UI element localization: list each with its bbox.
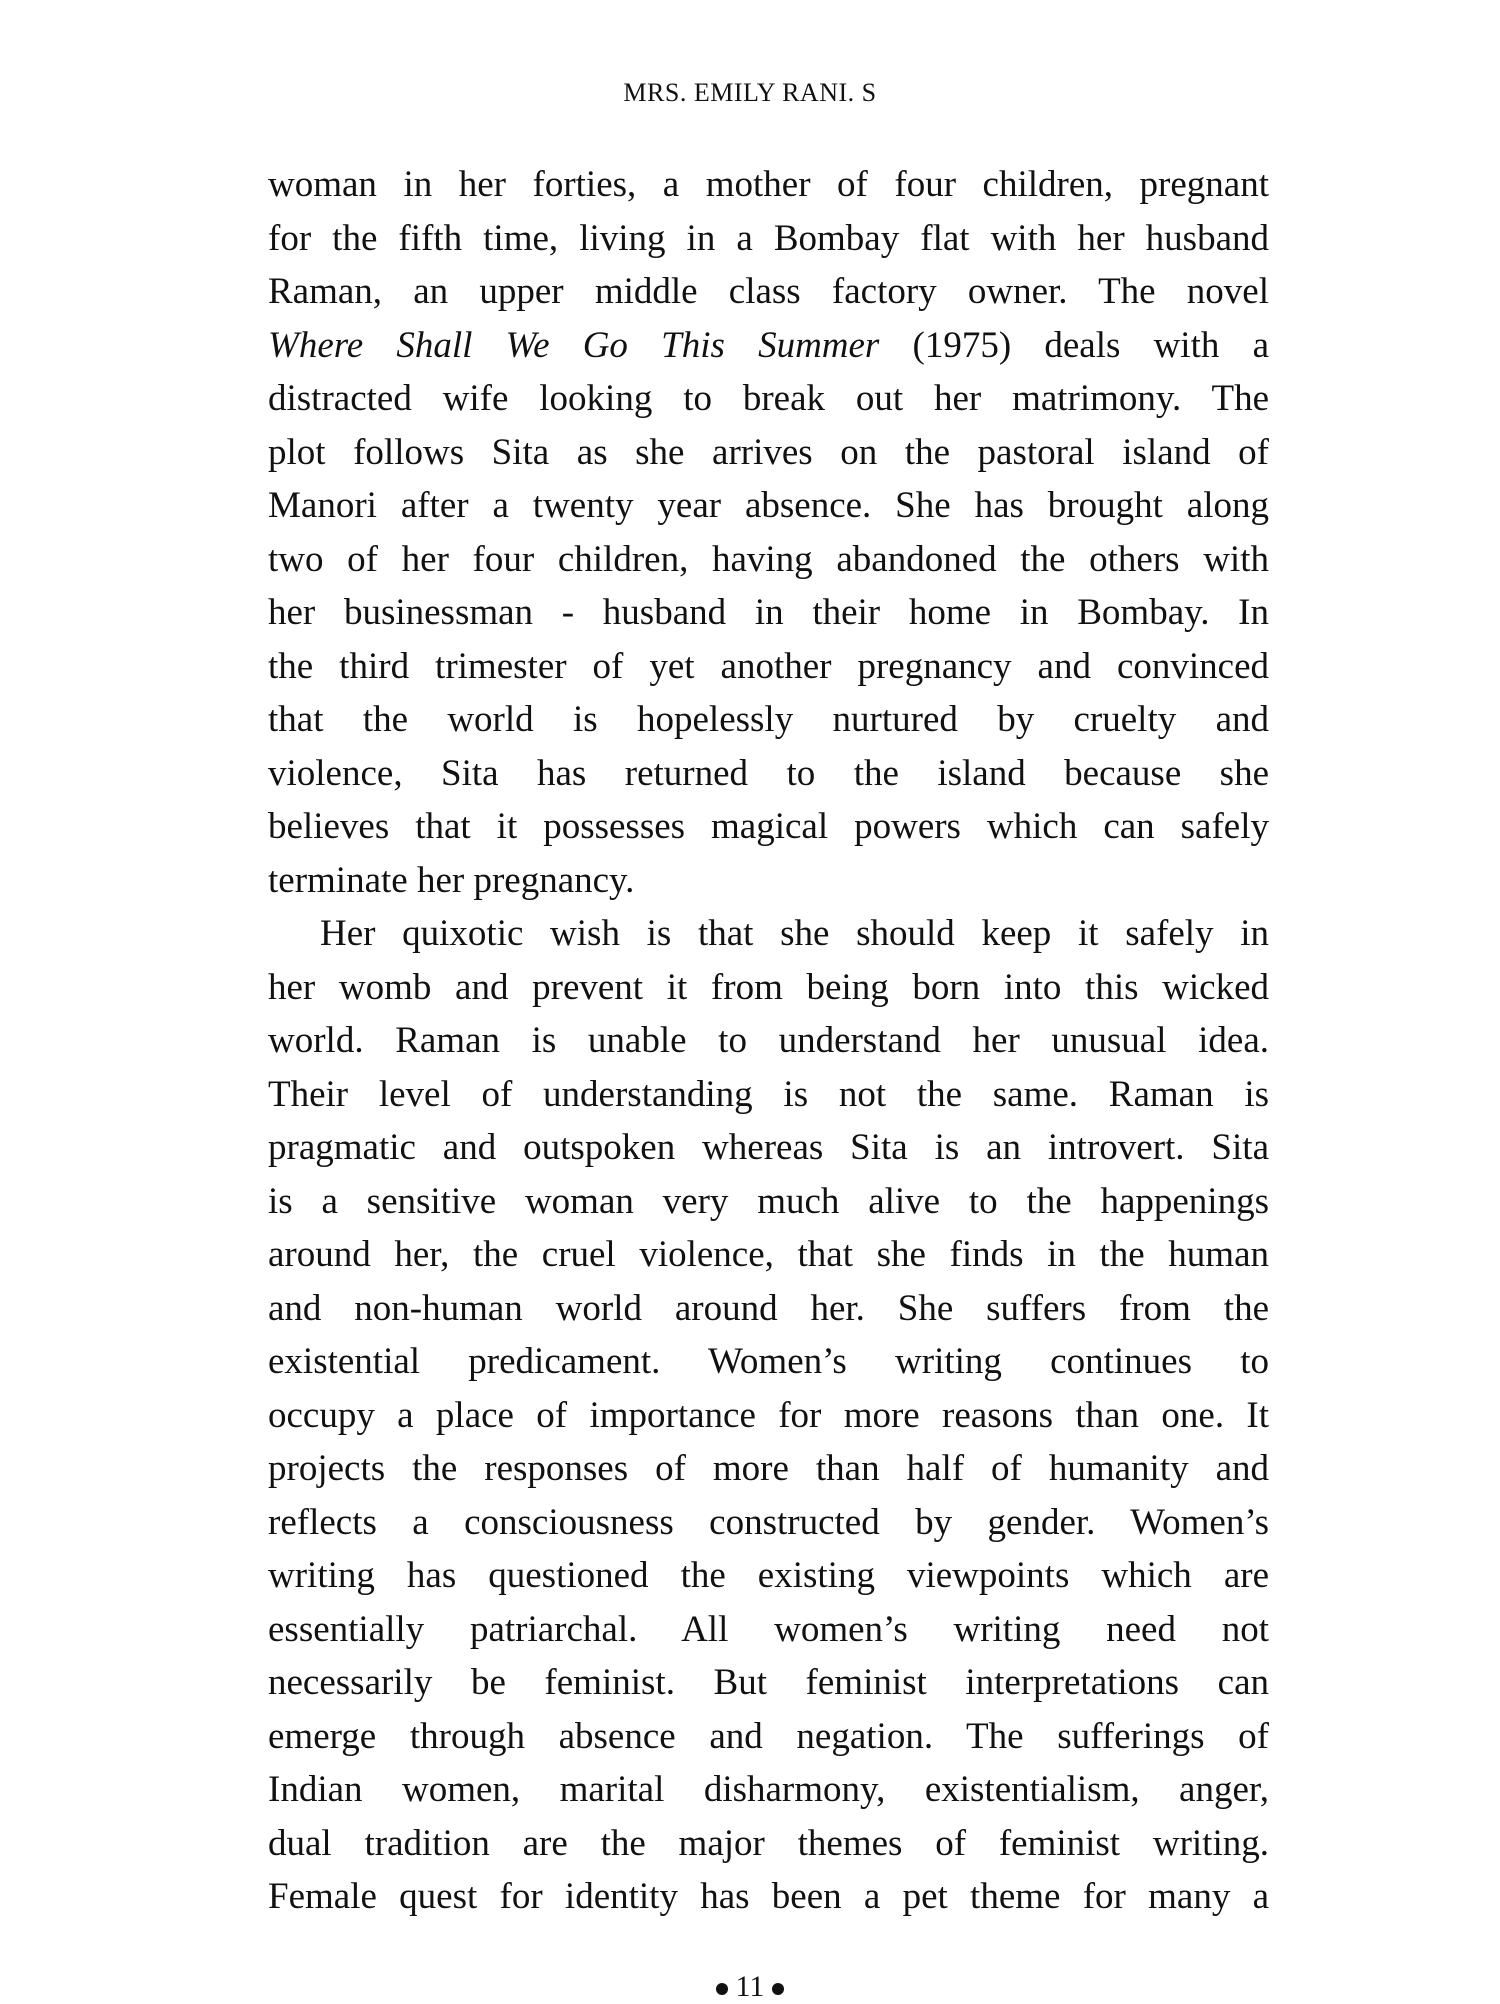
text-line: plot follows Sita as she arrives on the pastoral island of (268, 431, 1269, 473)
text-line: her womb and prevent it from being born into this wicked (268, 966, 1269, 1008)
text-line: emerge through absence and negation. The sufferings of (268, 1715, 1269, 1757)
book-title: Where Shall We Go This Summer (268, 324, 880, 366)
text-line: two of her four children, having abandoned the others with (268, 538, 1269, 580)
text-line: Her quixotic wish is that she should keep it safely in (320, 913, 1269, 954)
text-line: necessarily be feminist. But feminist interpretations can (268, 1662, 1269, 1703)
text-line: distracted wife looking to break out her matrimony. The (268, 378, 1269, 419)
text-line (268, 319, 1269, 373)
text-line: and non-human world around her. She suffers from the (268, 1287, 1269, 1329)
paragraph (268, 158, 1269, 907)
text-line: around her, the cruel violence, that she finds in the human (268, 1234, 1269, 1275)
text-line: violence, Sita has returned to the island because she (268, 752, 1269, 794)
text-line: writing has questioned the existing viewpoints which are (268, 1555, 1269, 1596)
text-line: believes that it possesses magical powers which can safely (268, 806, 1269, 847)
text-line: the third trimester of yet another pregnancy and convinced (268, 645, 1269, 687)
text-line: world. Raman is unable to understand her unusual idea. (268, 1020, 1269, 1061)
text-line: dual tradition are the major themes of feminist writing. (268, 1822, 1269, 1864)
text-line: Indian women, marital disharmony, existentialism, anger, (268, 1769, 1269, 1810)
page-footer (0, 1970, 1500, 2004)
text-line: woman in her forties, a mother of four children, pregnant (268, 164, 1269, 205)
text-line: Manori after a twenty year absence. She has brought along (268, 485, 1269, 526)
text-line: pragmatic and outspoken whereas Sita is an introvert. Sita (268, 1127, 1269, 1168)
text-line: reflects a consciousness constructed by gender. Women’s (268, 1501, 1269, 1543)
bullet-icon (772, 1983, 784, 1995)
page-number: 11 (735, 1970, 765, 2003)
text-line: Female quest for identity has been a pet theme for many a (268, 1876, 1269, 1917)
running-head: MRS. EMILY RANI. S (623, 78, 877, 107)
text-line: terminate her pregnancy. (268, 859, 635, 901)
text-line: that the world is hopelessly nurtured by cruelty and (268, 699, 1269, 740)
text-line: occupy a place of importance for more reasons than one. It (268, 1394, 1269, 1436)
text-line: is a sensitive woman very much alive to the happenings (268, 1180, 1269, 1222)
text-line: existential predicament. Women’s writing continues to (268, 1341, 1269, 1382)
line-text: (1975) deals with a (879, 324, 1269, 366)
text-line: her businessman - husband in their home in Bombay. In (268, 592, 1269, 633)
text-line: essentially patriarchal. All women’s writing need not (268, 1608, 1269, 1650)
text-line: for the fifth time, living in a Bombay flat with her husband (268, 217, 1269, 259)
body-text (268, 158, 1269, 1924)
bullet-icon (716, 1983, 728, 1995)
paragraph (268, 907, 1269, 1924)
text-line: Their level of understanding is not the same. Raman is (268, 1073, 1269, 1115)
text-line: Raman, an upper middle class factory owner. The novel (268, 271, 1269, 312)
text-line: projects the responses of more than half of humanity and (268, 1448, 1269, 1489)
